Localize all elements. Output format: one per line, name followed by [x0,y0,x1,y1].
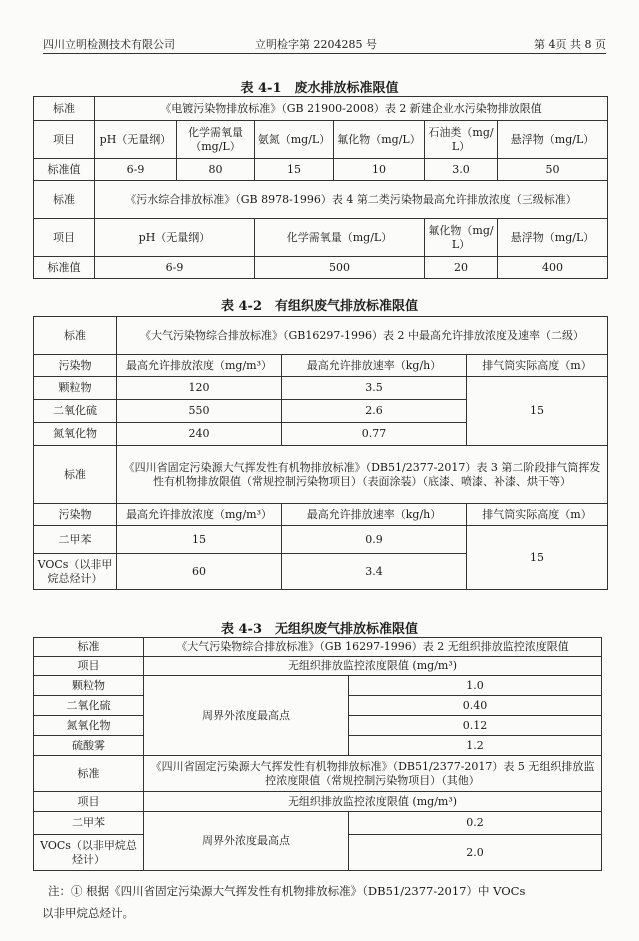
column-header: 氟化物（mg/L） [425,219,498,257]
column-header: 化学需氧量（mg/L） [177,121,255,159]
pollutant-name: 二氧化硫 [34,400,117,423]
footnote-line: 注：① 根据《四川省固定污染源大气挥发性有机物排放标准》（DB51/2377-2017）中 VOCs [48,884,526,898]
pollutant-name: 二甲苯 [34,526,117,554]
table-cell: 2.0 [349,835,602,871]
column-header: 悬浮物（mg/L） [498,219,608,257]
std-label: 标准 [34,446,117,504]
table-4-3-caption: 表 4-3 无组织废气排放标准限值 [220,622,418,637]
item-label: 项目 [34,121,95,159]
pollutant-name: 颗粒物 [34,676,144,696]
std-label: 标准 [34,756,144,792]
table-cell: 15 [117,526,282,554]
table-cell: 80 [177,159,255,181]
column-header: pH（无量纲） [95,219,255,257]
column-header: 石油类（mg/L） [425,121,498,159]
table-cell: 0.2 [349,812,602,835]
report-number: 立明检字第 2204285 号 [255,38,377,51]
value-label: 标准值 [34,159,95,181]
column-header: 最高允许排放浓度（mg/m³） [117,504,282,526]
stack-height: 15 [467,377,608,446]
table-cell: 50 [498,159,608,181]
company-name: 四川立明检测技术有限公司 [43,38,175,51]
table-cell: 550 [117,400,282,423]
std-label: 标准 [34,317,117,355]
gas-standard-1: 《大气污染物综合排放标准》（GB16297-1996）表 2 中最高允许排放浓度及速率（二级） [117,317,608,355]
table-cell: 3.4 [282,554,467,590]
item-label: 项目 [34,219,95,257]
stack-height: 15 [467,526,608,590]
table-cell: 15 [255,159,334,181]
table-cell: 60 [117,554,282,590]
footnote-line: 以非甲烷总烃计。 [42,906,134,920]
table-cell: 3.0 [425,159,498,181]
std-label: 标准 [34,638,144,657]
table-cell: 10 [334,159,425,181]
organized-gas-table [33,316,608,590]
table-cell: 6-9 [95,257,255,279]
fugitive-standard-2: 《四川省固定污染源大气挥发性有机物排放标准》（DB51/2377-2017）表 5 无组织排放监控浓度限值（常规控制污染物项目）（其他） [144,756,602,792]
wastewater-standard-1: 《电镀污染物排放标准》（GB 21900-2008）表 2 新建企业水污染物排放限值 [95,97,608,121]
table-cell: 1.2 [349,736,602,756]
table-cell: 500 [255,257,425,279]
footnote [42,880,610,924]
pollutant-name: 二甲苯 [34,812,144,835]
fugitive-gas-table [33,637,602,871]
table-cell: 0.9 [282,526,467,554]
column-header: 最高允许排放浓度（mg/m³） [117,355,282,377]
table-cell: 20 [425,257,498,279]
column-header: 污染物 [34,504,117,526]
table-cell: 2.6 [282,400,467,423]
pollutant-name: 硫酸雾 [34,736,144,756]
table-cell: 0.40 [349,696,602,716]
table-cell: 400 [498,257,608,279]
pollutant-name: VOCs（以非甲烷总烃计） [34,554,117,590]
column-header: 污染物 [34,355,117,377]
column-header: 悬浮物（mg/L） [498,121,608,159]
table-cell: 6-9 [95,159,177,181]
item-label: 项目 [34,657,144,676]
column-header: 氨氮（mg/L） [255,121,334,159]
table-cell: 1.0 [349,676,602,696]
monitoring-location: 周界外浓度最高点 [144,812,349,871]
column-header: 最高允许排放速率（kg/h） [282,504,467,526]
table-cell: 120 [117,377,282,400]
column-header: 化学需氧量（mg/L） [255,219,425,257]
table-cell: 0.12 [349,716,602,736]
table-4-2-caption: 表 4-2 有组织废气排放标准限值 [220,299,418,314]
page-number: 第 4页 共 8 页 [534,38,606,51]
column-header: 氟化物（mg/L） [334,121,425,159]
table-cell: 3.5 [282,377,467,400]
pollutant-name: 氮氧化物 [34,716,144,736]
table-4-1-caption: 表 4-1 废水排放标准限值 [240,81,399,96]
item-label: 项目 [34,792,144,812]
table-cell: 240 [117,423,282,446]
pollutant-name: 氮氧化物 [34,423,117,446]
column-header: 排气筒实际高度（m） [467,355,608,377]
std-label: 标准 [34,97,95,121]
wastewater-table [33,96,608,279]
limit-header: 无组织排放监控浓度限值 (mg/m³) [144,792,602,812]
table-cell: 0.77 [282,423,467,446]
wastewater-standard-2: 《污水综合排放标准》（GB 8978-1996）表 4 第二类污染物最高允许排放浓度（三级标准） [95,181,608,219]
page-header [43,33,606,54]
std-label: 标准 [34,181,95,219]
column-header: 最高允许排放速率（kg/h） [282,355,467,377]
value-label: 标准值 [34,257,95,279]
gas-standard-2: 《四川省固定污染源大气挥发性有机物排放标准》（DB51/2377-2017）表 3 第二阶段排气筒挥发性有机物排放限值（常规控制污染物项目）（表面涂装）（底漆、喷漆、补漆、烘干等） [117,446,608,504]
limit-header: 无组织排放监控浓度限值 (mg/m³) [144,657,602,676]
pollutant-name: VOCs（以非甲烷总烃计） [34,835,144,871]
fugitive-standard-1: 《大气污染物综合排放标准》（GB 16297-1996）表 2 无组织排放监控浓度限值 [144,638,602,657]
monitoring-location: 周界外浓度最高点 [144,676,349,756]
pollutant-name: 二氧化硫 [34,696,144,716]
column-header: pH（无量纲） [95,121,177,159]
column-header: 排气筒实际高度（m） [467,504,608,526]
pollutant-name: 颗粒物 [34,377,117,400]
